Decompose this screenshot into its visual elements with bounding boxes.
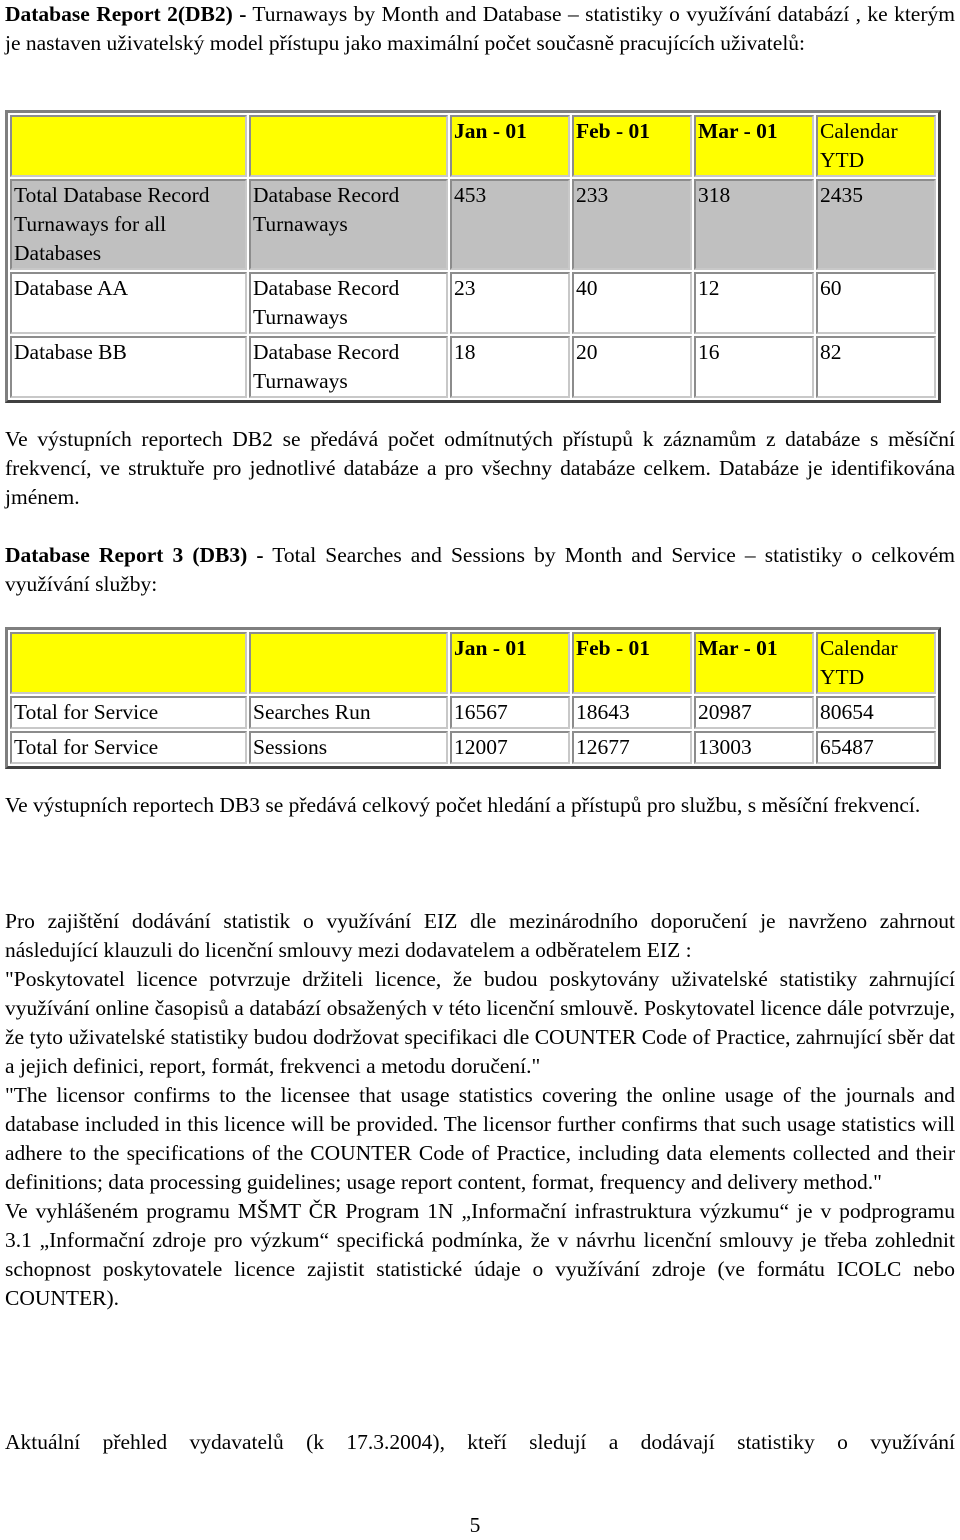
db3-header-jan: Jan - 01 <box>450 632 570 694</box>
db3-cell: 12007 <box>450 731 570 764</box>
db2-row-name: Database BB <box>10 336 247 398</box>
licence-paragraph: Pro zajištění dodávání statistik o využívání EIZ dle mezinárodního doporučení je navrženo zahrnout následující klauzuli do licenční smlouvy mezi dodavatelem a odběratelem EIZ : <box>5 909 955 962</box>
db3-header-ytd: Calendar YTD <box>816 632 936 694</box>
db2-cell: 23 <box>450 272 570 334</box>
db2-cell: 60 <box>816 272 936 334</box>
db2-cell: 318 <box>694 179 814 270</box>
db3-table <box>5 627 941 769</box>
db3-header-feb: Feb - 01 <box>572 632 692 694</box>
db2-cell: 453 <box>450 179 570 270</box>
db2-cell: 16 <box>694 336 814 398</box>
licence-section <box>5 907 955 1313</box>
db3-cell: 12677 <box>572 731 692 764</box>
db2-header-empty-2 <box>249 115 448 177</box>
db3-row-name: Total for Service <box>10 696 247 729</box>
db2-heading-bold: Database Report 2(DB2) - <box>5 2 247 26</box>
table-row <box>10 731 936 764</box>
db3-header-empty-2 <box>249 632 448 694</box>
db2-row-metric: Database Record Turnaways <box>249 272 448 334</box>
db3-row-metric: Searches Run <box>249 696 448 729</box>
db2-cell: 20 <box>572 336 692 398</box>
db3-heading <box>5 541 955 599</box>
db2-table <box>5 110 941 403</box>
table-row <box>10 179 936 270</box>
table-row <box>10 272 936 334</box>
db3-header-mar: Mar - 01 <box>694 632 814 694</box>
db2-row-metric: Database Record Turnaways <box>249 336 448 398</box>
db3-cell: 13003 <box>694 731 814 764</box>
db3-heading-text: Total Searches and Sessions by Month and Service – statistiky o celkovém využívání služby: <box>5 543 955 596</box>
page-number: 5 <box>469 1513 481 1537</box>
db2-row-name: Total Database Record Turnaways for all Databases <box>10 179 247 270</box>
db3-header-row <box>10 632 936 694</box>
db2-cell: 12 <box>694 272 814 334</box>
db3-note: Ve výstupních reportech DB3 se předává celkový počet hledání a přístupů pro službu, s měsíční frekvencí. <box>5 793 921 817</box>
db3-cell: 16567 <box>450 696 570 729</box>
db3-row-name: Total for Service <box>10 731 247 764</box>
db2-row-metric: Database Record Turnaways <box>249 179 448 270</box>
db2-header-empty-1 <box>10 115 247 177</box>
db3-cell: 18643 <box>572 696 692 729</box>
db2-heading <box>5 0 955 58</box>
db2-cell: 2435 <box>816 179 936 270</box>
db2-note: Ve výstupních reportech DB2 se předává počet odmítnutých přístupů k záznamům z databáze s měsíční frekvencí, ve struktuře pro jednotlivé databáze a pro všechny databáze celkem. Databáze je identifikována jménem. <box>5 427 955 509</box>
programme-paragraph: Ve vyhlášeném programu MŠMT ČR Program 1N „Informační infrastruktura výzkumu“ je v podprogramu 3.1 „Informační zdroje pro výzkum“ specifická podmínka, že v návrhu licenční smlouvy je třeba zohlednit schopnost poskytovatele licence zajistit statistické údaje o využívání zdroje (ve formátu ICOLC nebo COUNTER). <box>5 1199 955 1310</box>
db3-row-metric: Sessions <box>249 731 448 764</box>
licence-clause-cz: "Poskytovatel licence potvrzuje držiteli licence, že budou poskytovány uživatelské statistiky zahrnující využívání online časopisů a databází obsažených v této licenční smlouvě. Poskytovatel licence dále potvrzuje, že tyto uživatelské statistiky budou dodržovat specifikaci dle COUNTER Code of Practice, zahrnující sběr dat a jejich definici, report, formát, frekvenci a metodu doručení." <box>5 967 955 1078</box>
db2-header-row <box>10 115 936 177</box>
db2-heading-text: Turnaways by Month and Database – statistiky o využívání databází , ke kterým je nastaven uživatelský model přístupu jako maximální počet současně pracujících uživatelů: <box>5 2 955 55</box>
table-row <box>10 336 936 398</box>
db3-cell: 20987 <box>694 696 814 729</box>
db2-header-ytd: Calendar YTD <box>816 115 936 177</box>
db2-cell: 82 <box>816 336 936 398</box>
db2-header-jan: Jan - 01 <box>450 115 570 177</box>
db2-cell: 18 <box>450 336 570 398</box>
db2-header-feb: Feb - 01 <box>572 115 692 177</box>
db2-row-name: Database AA <box>10 272 247 334</box>
licence-clause-en: "The licensor confirms to the licensee that usage statistics covering the online usage of the journals and database included in this licence will be provided. The licensor further confirms that such usage statistics will adhere to the specifications of the COUNTER Code of Practice, including data elements collected and their definitions; data processing guidelines; usage report content, format, frequency and delivery method." <box>5 1083 955 1194</box>
db2-header-mar: Mar - 01 <box>694 115 814 177</box>
table-row <box>10 696 936 729</box>
publishers-line: Aktuální přehled vydavatelů (k 17.3.2004), kteří sledují a dodávají statistiky o využívání <box>5 1430 955 1454</box>
db2-cell: 40 <box>572 272 692 334</box>
db3-cell: 80654 <box>816 696 936 729</box>
db3-header-empty-1 <box>10 632 247 694</box>
db3-cell: 65487 <box>816 731 936 764</box>
db2-cell: 233 <box>572 179 692 270</box>
db3-heading-bold: Database Report 3 (DB3) - <box>5 543 264 567</box>
